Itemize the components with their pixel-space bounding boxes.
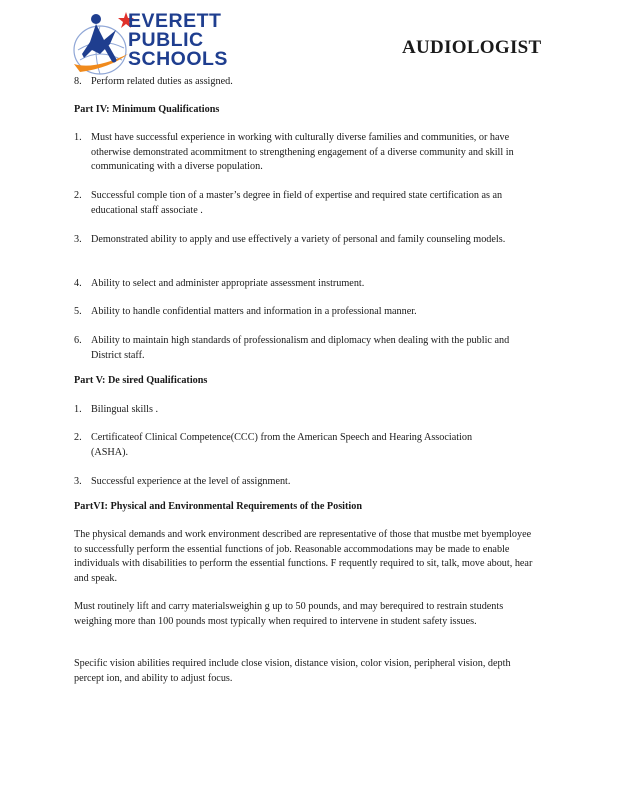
body-paragraph: The physical demands and work environment described are representative of those that mustbe met byemployee to successfully perform the essential functions of job. Reasonable accommodations may be made to enable individuals with disabilities to perform the essential functions. F requently required to sit, talk, move about, hear and speak.: [74, 529, 533, 584]
list-item-text: Successful comple tion of a master’s degree in field of expertise and required state certification as an educational staff associate .: [91, 190, 503, 216]
logo-line-3: SCHOOLS: [128, 48, 228, 70]
list-item-text: Ability to select and administer appropriate assessment instrument.: [91, 278, 365, 289]
list-item-text: Ability to handle confidential matters and information in a professional manner.: [91, 306, 417, 317]
list-item-text: Ability to maintain high standards of professionalism and diplomacy when dealing with the public and District staff.: [91, 335, 510, 361]
list-item-text: Demonstrated ability to apply and use effectively a variety of personal and family counseling models.: [91, 234, 506, 245]
list-item-number: 6.: [74, 335, 82, 346]
logo-line-2: PUBLIC: [128, 29, 204, 51]
list-item-number: 3.: [74, 234, 82, 245]
list-item-number: 8.: [74, 76, 82, 87]
list-item-text: Successful experience at the level of assignment.: [91, 476, 291, 487]
section-heading-part-v: Part V: De sired Qualifications: [74, 375, 208, 386]
body-paragraph: Must routinely lift and carry materialsweighin g up to 50 pounds, and may berequired to restrain students weighing more than 100 pounds most typically when required to intervene in student safety issues.: [74, 601, 504, 627]
logo-wordmark: [128, 12, 228, 69]
list-item-text: Must have successful experience in working with culturally diverse families and communities, or have otherwise demonstrated acommitment to strengthening engagement of a diverse community and skill in communicating with a diverse population.: [91, 132, 514, 173]
list-item-number: 1.: [74, 132, 82, 143]
list-item-text: Certificateof Clinical Competence(CCC) from the American Speech and Hearing Association (ASHA).: [91, 432, 473, 458]
list-item-number: 5.: [74, 306, 82, 317]
logo-line-1: EVERETT: [128, 10, 222, 32]
document-title: AUDIOLOGIST: [402, 37, 542, 58]
list-item-number: 2.: [74, 432, 82, 443]
section-heading-part-vi: PartVI: Physical and Environmental Requirements of the Position: [74, 501, 362, 512]
list-item-text: Bilingual skills .: [91, 404, 159, 415]
list-item-number: 2.: [74, 190, 82, 201]
list-item-number: 3.: [74, 476, 82, 487]
list-item-number: 4.: [74, 278, 82, 289]
section-heading-part-iv: Part IV: Minimum Qualifications: [74, 104, 220, 115]
list-item-number: 1.: [74, 404, 82, 415]
body-paragraph: Specific vision abilities required include close vision, distance vision, color vision, peripheral vision, depth percept ion, and ability to adjust focus.: [74, 658, 511, 684]
list-item-text: Perform related duties as assigned.: [91, 76, 233, 87]
